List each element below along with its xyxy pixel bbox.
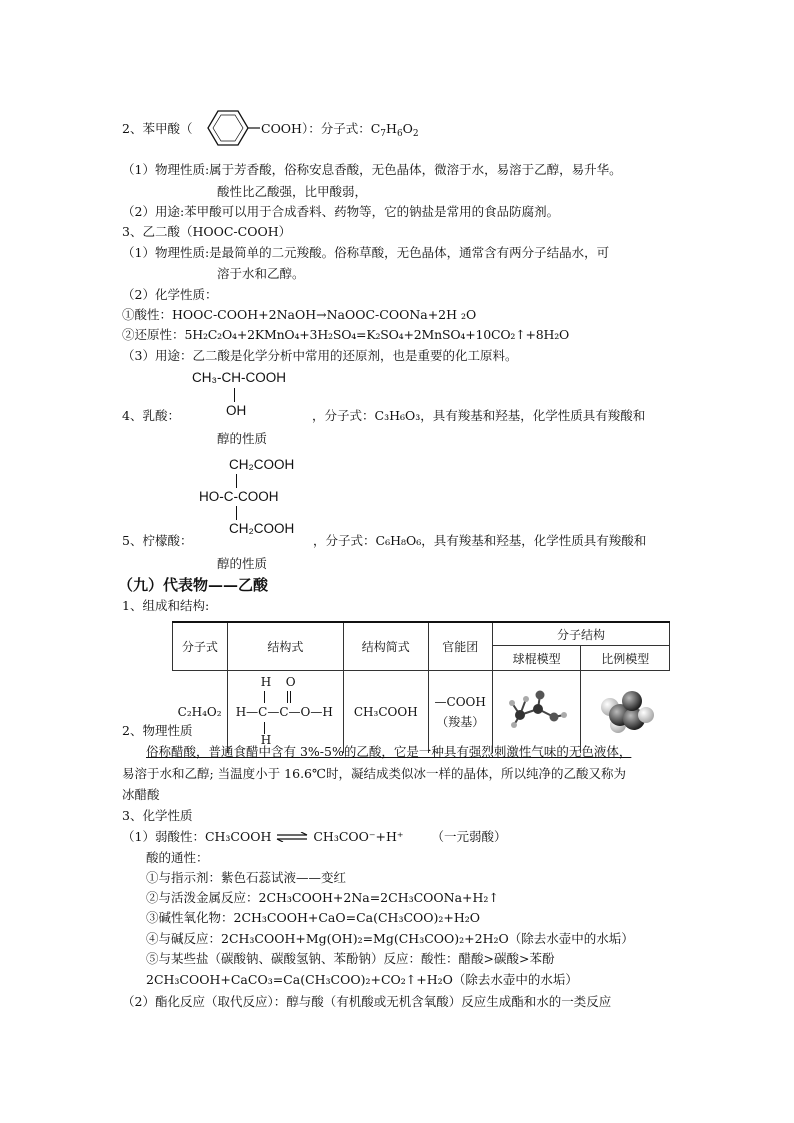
functional-group-name: （羧基） bbox=[436, 714, 485, 729]
benzoic-phys-text-1: 属于芳香酸，俗称安息香酸，无色晶体，微溶于水，易溶于乙醇，易升华。 bbox=[209, 162, 622, 177]
acetic-acid-table bbox=[172, 621, 670, 753]
acid-general-label: 酸的通性： bbox=[146, 850, 209, 865]
acid-property-1: ①与指示剂：紫色石蕊试液——变红 bbox=[146, 870, 347, 885]
composition-heading: 1、组成和结构: bbox=[122, 598, 210, 613]
lactic-description: ，分子式：C₃H₆O₃，具有羧基和羟基，化学性质具有羧酸和 bbox=[312, 408, 646, 423]
cell-space-filling bbox=[581, 671, 670, 754]
chem-heading: 3、化学性质 bbox=[122, 808, 193, 823]
citric-structure-1: CH₂COOH bbox=[229, 457, 295, 472]
benzoic-heading-post: ）：分子式：C bbox=[301, 121, 381, 136]
equilibrium-arrow-icon bbox=[275, 830, 309, 846]
struct-bond-1 bbox=[264, 691, 265, 703]
header-ball-stick: 球棍模型 bbox=[492, 646, 581, 671]
oxalic-acid-equation: ①酸性：HOOC-COOH+2NaOH→NaOOC-COONa+2H ₂O bbox=[122, 307, 477, 322]
cooh-group-label: COOH bbox=[261, 121, 302, 136]
oxalic-phys-line1 bbox=[122, 245, 609, 261]
benzoic-phys-label: （1）物理性质: bbox=[122, 162, 210, 177]
oxalic-use-line: （3）用途：乙二酸是化学分析中常用的还原剂，也是重要的化工原料。 bbox=[122, 348, 518, 363]
phys-text-line2: 易溶于水和乙醇; 当温度小于 16.6℃时，凝结成类似冰一样的晶体，所以纯净的乙酸又称为 bbox=[122, 766, 626, 781]
citric-bond-top bbox=[236, 474, 237, 488]
citric-structure-3: CH₂COOH bbox=[229, 521, 295, 536]
weak-acid-note: （一元弱酸） bbox=[431, 829, 507, 844]
citric-structure-2: HO-C-COOH bbox=[199, 489, 279, 504]
acid-property-2: ②与活泼金属反应：2CH₃COOH+2Na=2CH₃COONa+H₂↑ bbox=[146, 890, 499, 905]
struct-bond-3 bbox=[290, 691, 291, 703]
benzoic-group bbox=[261, 121, 419, 142]
weak-acid-line bbox=[122, 829, 506, 846]
oxalic-phys-text-1: 是最简单的二元羧酸。俗称草酸，无色晶体，通常含有两分子结晶水，可 bbox=[209, 245, 610, 260]
benzoic-use-label: （2）用途: bbox=[122, 204, 185, 219]
oxalic-reduce-line bbox=[122, 327, 569, 343]
oxalic-reduce-equation: 5H₂C₂O₄+2KMnO₄+3H₂SO₄=K₂SO₄+2MnSO₄+10CO₂↑+8H₂O bbox=[184, 327, 570, 342]
struct-bond-2 bbox=[287, 691, 288, 703]
acid-property-5: ⑤与某些盐（碳酸钠、碳酸氢钠、苯酚钠）反应：酸性：醋酸>碳酸>苯酚 bbox=[146, 951, 555, 966]
space-filling-model-icon bbox=[590, 681, 660, 741]
citric-label: 5、柠檬酸： bbox=[122, 533, 193, 548]
struct-h-bottom: H bbox=[260, 733, 272, 747]
header-molecular-structure: 分子结构 bbox=[492, 622, 669, 646]
weak-acid-left: （1）弱酸性：CH₃COOH bbox=[122, 829, 272, 844]
struct-h-top: H bbox=[260, 675, 272, 689]
esterification-line: （2）酯化反应（取代反应）：醇与酸（有机酸或无机含氧酸）反应生成酯和水的一类反应 bbox=[122, 994, 612, 1009]
struct-o-top: O bbox=[285, 675, 296, 689]
citric-bond-bottom bbox=[236, 506, 237, 520]
formula-sub-7: 7 bbox=[380, 129, 387, 139]
formula-o: O bbox=[402, 121, 413, 136]
header-formula: 分子式 bbox=[173, 622, 228, 671]
cell-simple-structure: CH₃COOH bbox=[344, 671, 428, 754]
struct-main-chain: H—C—C—O—H bbox=[235, 705, 333, 719]
citric-description: ，分子式：C₆H₈O₆，具有羧基和羟基，化学性质具有羧酸和 bbox=[313, 533, 647, 548]
citric-description-2: 醇的性质 bbox=[217, 556, 268, 571]
formula-sub-6: 6 bbox=[396, 129, 403, 139]
phys-text-line1: 俗称醋酸，普通食醋中含有 3%-5%的乙酸，它是一种具有强烈刺激性气味的无色液体， bbox=[146, 744, 632, 759]
phys-text-line3: 冰醋酸 bbox=[122, 787, 160, 802]
ball-stick-model-icon bbox=[502, 681, 572, 741]
header-structure: 结构式 bbox=[227, 622, 343, 671]
benzoic-heading bbox=[122, 121, 192, 137]
header-functional-group: 官能团 bbox=[428, 622, 492, 671]
cell-ball-stick bbox=[492, 671, 581, 754]
lactic-structure-top: CH₃-CH-COOH bbox=[192, 370, 286, 385]
phys-heading: 2、物理性质 bbox=[122, 723, 193, 738]
cell-structure bbox=[227, 671, 343, 754]
section-title: （九）代表物——乙酸 bbox=[118, 576, 269, 594]
oxalic-reduce-label: ②还原性： bbox=[122, 327, 185, 342]
acid-property-4: ④与碱反应：2CH₃COOH+Mg(OH)₂=Mg(CH₃COO)₂+2H₂O（除去水壶中的水垢） bbox=[146, 931, 634, 946]
cell-formula: C₂H₄O₂ bbox=[173, 671, 228, 754]
lactic-structure-oh: OH bbox=[226, 403, 247, 418]
benzoic-heading-pre: 2、苯甲酸（ bbox=[122, 121, 193, 136]
lactic-label: 4、乳酸： bbox=[122, 408, 180, 423]
lactic-description-2: 醇的性质 bbox=[217, 431, 268, 446]
oxalic-heading: 3、乙二酸（HOOC-COOH） bbox=[122, 224, 292, 239]
oxalic-chem-label: （2）化学性质： bbox=[122, 287, 218, 302]
benzoic-phys-line1 bbox=[122, 162, 622, 178]
benzoic-use-line bbox=[122, 204, 559, 220]
cell-functional-group bbox=[428, 671, 492, 754]
acid-property-6: 2CH₃COOH+CaCO₃=Ca(CH₃COO)₂+CO₂↑+H₂O（除去水壶中的水垢） bbox=[146, 972, 578, 987]
oxalic-phys-label: （1）物理性质: bbox=[122, 245, 210, 260]
header-space-filling: 比例模型 bbox=[581, 646, 670, 671]
acid-property-3: ③碱性氧化物：2CH₃COOH+CaO=Ca(CH₃COO)₂+H₂O bbox=[146, 910, 481, 925]
benzoic-phys-line2: 酸性比乙酸强，比甲酸弱， bbox=[217, 184, 368, 199]
lactic-bond-line bbox=[234, 388, 235, 402]
functional-group-text: —COOH bbox=[434, 694, 486, 709]
benzoic-use-text: 苯甲酸可以用于合成香料、药物等，它的钠盐是常用的食品防腐剂。 bbox=[184, 204, 560, 219]
formula-h: H bbox=[386, 121, 397, 136]
oxalic-phys-line2: 溶于水和乙醇。 bbox=[217, 266, 305, 281]
header-simple-structure: 结构简式 bbox=[344, 622, 428, 671]
weak-acid-right: CH₃COO⁻+H⁺ bbox=[313, 829, 404, 844]
formula-sub-2: 2 bbox=[412, 129, 419, 139]
benzene-ring-icon bbox=[198, 106, 260, 150]
